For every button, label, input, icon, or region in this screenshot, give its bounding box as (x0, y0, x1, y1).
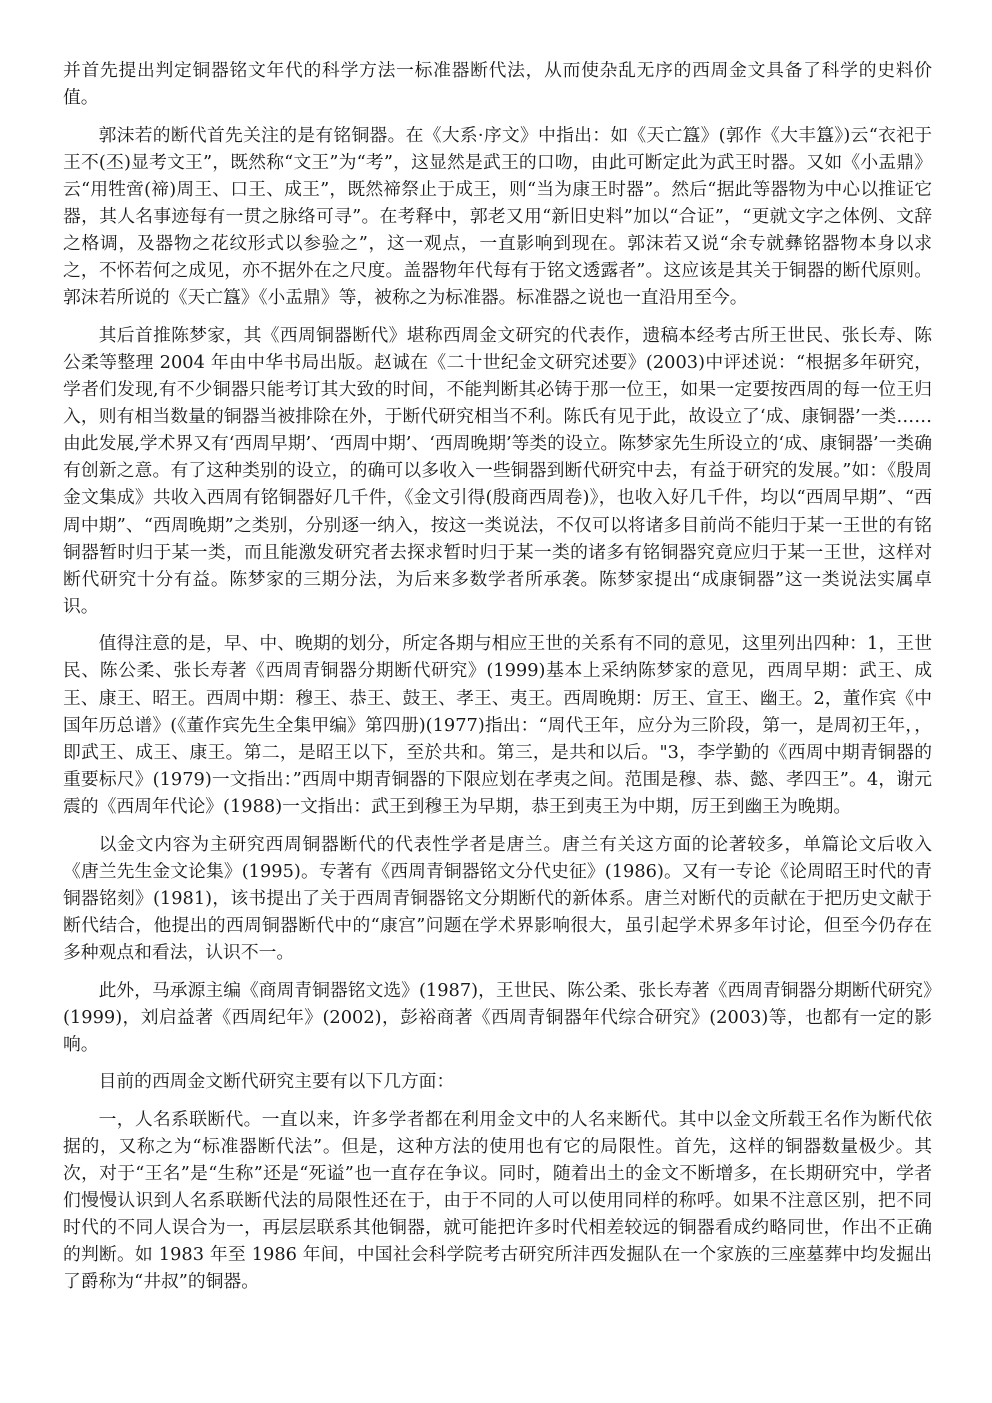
paragraph-period-division: 值得注意的是，早、中、晚期的划分，所定各期与相应王世的关系有不同的意见，这里列出四种：1，王世民、陈公柔、张长寿著《西周青铜器分期断代研究》(1999)基本上采纳陈梦家的意见，西周早期：武王、成王、康王、昭王。西周中期：穆王、恭王、鼓王、孝王、夷王。西周晚期：厉王、宣王、幽王。2，董作宾《中国年历总谱》(《董作宾先生全集甲编》第四册)(1977)指出：“周代王年，应分为三阶段，第一，是周初王年，，即武王、成王、康王。第二，是昭王以下，至於共和。第三，是共和以后。"3，李学勤的《西周中期青铜器的重要标尺》(1979)一文指出：”西周中期青铜器的下限应划在孝夷之间。范围是穆、恭、懿、孝四王”。4，谢元震的《西周年代论》(1988)一文指出：武王到穆王为早期，恭王到夷王为中期，厉王到幽王为晚期。 (63, 633, 932, 817)
paragraph-chen-mengjia: 其后首推陈梦家，其《西周铜器断代》堪称西周金文研究的代表作，遗稿本经考古所王世民、张长寿、陈公柔等整理 2004 年由中华书局出版。赵诚在《二十世纪金文研究述要》(2003)中评述说：“根据多年研究，学者们发现,有不少铜器只能考订其大致的时间，不能判断其必铸于那一位王，如果一定要按西周的每一位王归入，则有相当数量的铜器当被排除在外，于断代研究相当不利。陈氏有见于此，故设立了‘成、康铜器’一类……由此发展,学术界又有‘西周早期’、‘西周中期’、‘西周晚期’等类的设立。陈梦家先生所设立的‘成、康铜器’一类确有创新之意。有了这种类别的设立，的确可以多收入一些铜器到断代研究中去，有益于研究的发展。”如：《殷周金文集成》共收入西周有铭铜器好几千件，《金文引得(殷商西周卷)》，也收入好几千件，均以“西周早期”、“西周中期”、“西周晚期”之类别，分别逐一纳入，按这一类说法，不仅可以将诸多目前尚不能归于某一王世的有铭铜器暂时归于某一类，而且能激发研究者去探求暂时归于某一类的诸多有铭铜器究竟应归于某一王世，这样对断代研究十分有益。陈梦家的三期分法，为后来多数学者所承袭。陈梦家提出“成康铜器”这一类说法实属卓识。 (63, 324, 932, 617)
paragraph-tang-lan: 以金文内容为主研究西周铜器断代的代表性学者是唐兰。唐兰有关这方面的论著较多，单篇论文后收入《唐兰先生金文论集》(1995)。专著有《西周青铜器铭文分代史征》(1986)。又有一专论《论周昭王时代的青铜器铭刻》(1981)，该书提出了关于西周青铜器铭文分期断代的新体系。唐兰对断代的贡献在于把历史文献于断代结合，他提出的西周铜器断代中的“康宫”问题在学术界影响很大，虽引起学术界多年讨论，但至今仍存在多种观点和看法，认识不一。 (63, 833, 932, 963)
paragraph-other-works: 此外，马承源主编《商周青铜器铭文选》(1987)，王世民、陈公柔、张长寿著《西周青铜器分期断代研究》(1999)，刘启益著《西周纪年》(2002)，彭裕商著《西周青铜器年代综合研究》(2003)等，也都有一定的影响。 (63, 979, 932, 1055)
paragraph-guo-moruo: 郭沫若的断代首先关注的是有铭铜器。在《大系·序文》中指出：如《天亡簋》(郭作《大丰簋》)云“衣祀于王不(丕)显考文王”，既然称“文王”为“考”，这显然是武王的口吻，由此可断定此为武王时器。又如《小盂鼎》云“用牲啻(禘)周王、口王、成王”，既然禘祭止于成王，则“当为康王时器”。然后“据此等器物为中心以推证它器，其人名事迹每有一贯之脉络可寻”。在考释中，郭老又用“新旧史料”加以“合证”，“更就文字之体例、文辞之格调，及器物之花纹形式以参验之”，这一观点，一直影响到现在。郭沫若又说“余专就彝铭器物本身以求之，不怀若何之成见，亦不据外在之尺度。盖器物年代每有于铭文透露者”。这应该是其关于铜器的断代原则。郭沫若所说的《天亡簋》《小盂鼎》等，被称之为标准器。标准器之说也一直沿用至今。 (63, 124, 932, 309)
paragraph-name-linkage: 一，人名系联断代。一直以来，许多学者都在利用金文中的人名来断代。其中以金文所载王名作为断代依据的，又称之为“标准器断代法”。但是，这种方法的使用也有它的局限性。首先，这样的铜器数量极少。其次，对于“王名”是“生称”还是“死谥”也一直存在争议。同时，随着出土的金文不断增多，在长期研究中，学者们慢慢认识到人名系联断代法的局限性还在于，由于不同的人可以使用同样的称呼。如果不注意区别，把不同时代的不同人误合为一，再层层联系其他铜器，就可能把许多时代相差较远的铜器看成约略同世，作出不正确的判断。如 1983 年至 1986 年间，中国社会科学院考古研究所沣西发掘队在一个家族的三座墓葬中均发掘出了爵称为“井叔”的铜器。 (63, 1108, 932, 1293)
paragraph-current-research: 目前的西周金文断代研究主要有以下几方面： (98, 1071, 455, 1093)
paragraph-continuation: 并首先提出判定铜器铭文年代的科学方法一标准器断代法，从而使杂乱无序的西周金文具备了科学的史料价值。 (63, 60, 932, 109)
